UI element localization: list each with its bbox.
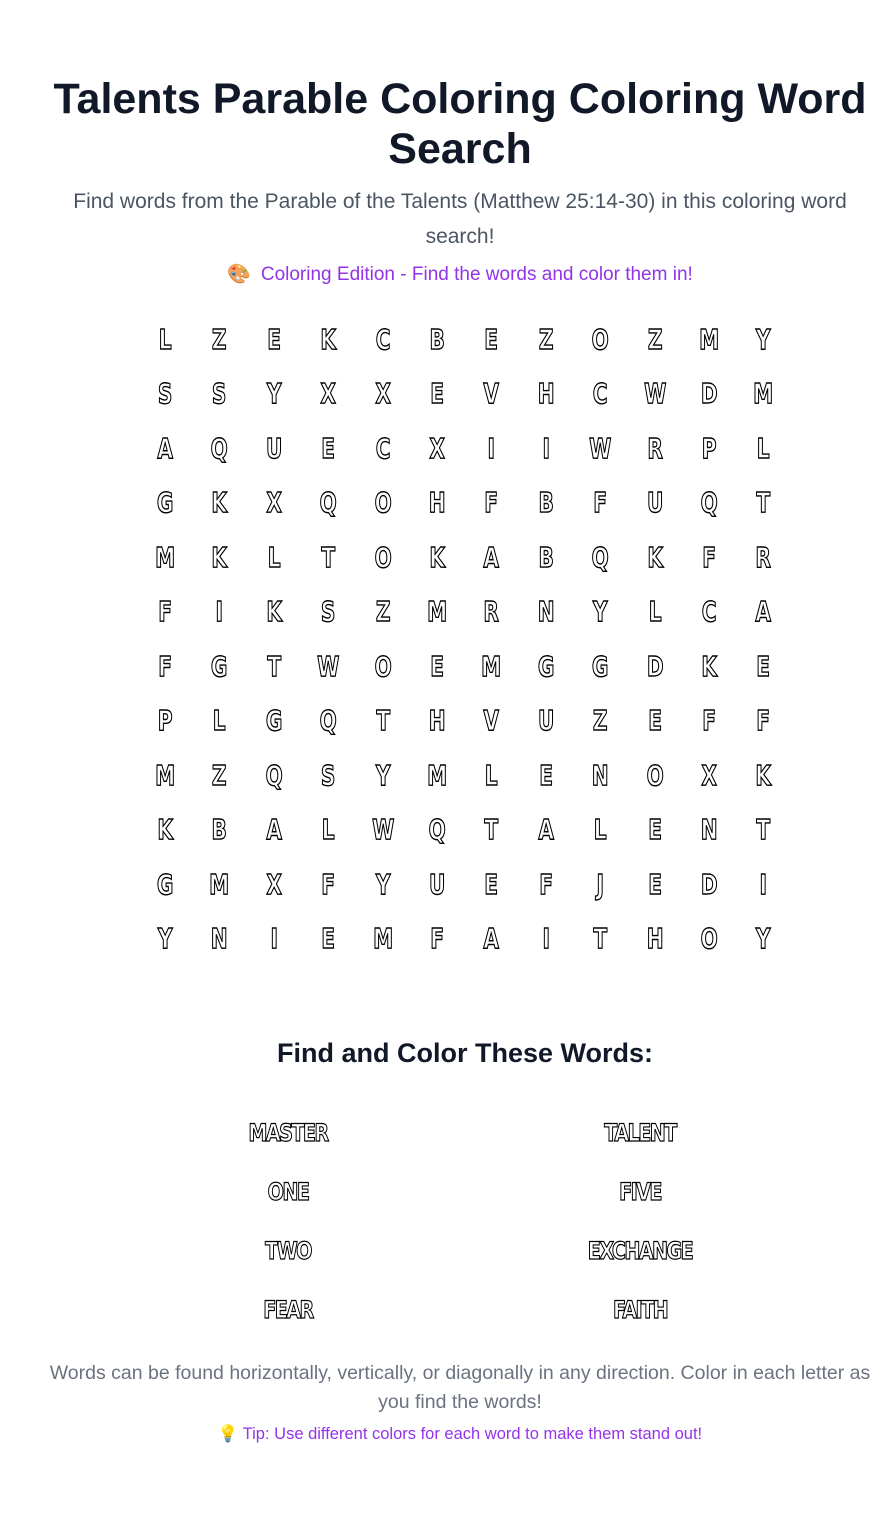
grid-cell[interactable]: F bbox=[756, 704, 771, 738]
palette-icon: 🎨 bbox=[227, 264, 251, 285]
grid-cell[interactable]: T bbox=[321, 540, 336, 574]
grid-cell[interactable]: I bbox=[487, 431, 496, 465]
grid-cell[interactable]: I bbox=[215, 595, 224, 629]
grid-cell[interactable]: K bbox=[429, 540, 445, 574]
grid-cell[interactable]: V bbox=[483, 704, 500, 738]
grid-cell[interactable]: Z bbox=[212, 322, 227, 356]
grid-cell[interactable]: W bbox=[589, 431, 612, 465]
grid-cell[interactable]: E bbox=[647, 704, 662, 738]
grid-cell[interactable]: K bbox=[755, 758, 772, 792]
word-search-grid bbox=[138, 312, 791, 966]
grid-cell[interactable]: M bbox=[155, 540, 176, 574]
word-list-item: TALENT bbox=[604, 1118, 676, 1147]
grid-cell[interactable]: M bbox=[209, 867, 230, 901]
grid-cell[interactable]: Z bbox=[375, 595, 391, 629]
grid-cell[interactable]: L bbox=[321, 813, 335, 847]
grid-cell[interactable]: F bbox=[158, 595, 173, 629]
grid-cell[interactable]: K bbox=[157, 813, 174, 847]
grid-cell[interactable]: B bbox=[211, 813, 228, 847]
grid-cell[interactable]: Q bbox=[319, 704, 337, 738]
tip bbox=[0, 1425, 880, 1444]
word-list-item: TWO bbox=[265, 1236, 311, 1265]
grid-cell[interactable]: M bbox=[427, 595, 448, 629]
grid-cell[interactable]: G bbox=[156, 486, 174, 520]
grid-cell[interactable]: T bbox=[375, 704, 390, 738]
word-list-item: EXCHANGE bbox=[587, 1236, 693, 1265]
word-list-item: FEAR bbox=[263, 1295, 313, 1324]
grid-cell[interactable]: X bbox=[320, 377, 337, 411]
edition-banner bbox=[0, 262, 880, 286]
grid-cell[interactable]: L bbox=[757, 431, 770, 465]
word-list-heading: Find and Color These Words: bbox=[276, 1038, 653, 1068]
word-list-item: ONE bbox=[267, 1177, 309, 1206]
grid-cell[interactable]: X bbox=[266, 486, 282, 520]
grid-cell[interactable]: Z bbox=[212, 758, 227, 792]
grid-cell[interactable]: Q bbox=[700, 486, 718, 520]
grid-cell[interactable]: M bbox=[155, 758, 176, 792]
grid-cell[interactable]: I bbox=[542, 922, 550, 956]
grid-cell[interactable]: D bbox=[700, 867, 718, 901]
grid-cell[interactable]: H bbox=[646, 922, 664, 956]
word-list bbox=[112, 1103, 880, 1339]
grid-cell[interactable]: G bbox=[156, 867, 174, 901]
grid-cell[interactable]: H bbox=[428, 486, 446, 520]
grid-cell[interactable]: Q bbox=[591, 540, 609, 574]
grid-cell[interactable]: D bbox=[646, 649, 664, 683]
grid-cell[interactable]: K bbox=[646, 540, 663, 574]
grid-cell[interactable]: A bbox=[483, 922, 500, 956]
grid-cell[interactable]: E bbox=[647, 867, 662, 901]
word-list-item: FIVE bbox=[619, 1177, 661, 1206]
grid-cell[interactable]: Q bbox=[265, 758, 283, 792]
grid-cell[interactable]: F bbox=[321, 867, 336, 901]
grid-cell[interactable]: Q bbox=[211, 431, 229, 465]
page-title: Talents Parable Coloring Coloring Word Search bbox=[53, 75, 867, 173]
grid-cell[interactable]: M bbox=[481, 649, 502, 683]
grid-cell[interactable]: E bbox=[321, 922, 336, 956]
grid-cell[interactable]: V bbox=[483, 377, 500, 411]
grid-cell[interactable]: S bbox=[157, 377, 173, 411]
grid-cell[interactable]: P bbox=[701, 431, 717, 465]
lightbulb-icon: 💡 bbox=[217, 1425, 239, 1443]
grid-cell[interactable]: N bbox=[537, 595, 555, 629]
grid-cell[interactable]: R bbox=[755, 540, 772, 574]
grid-cell[interactable]: S bbox=[321, 595, 336, 629]
grid-cell[interactable]: F bbox=[484, 486, 499, 520]
grid-cell[interactable]: O bbox=[591, 322, 609, 356]
grid-cell[interactable]: C bbox=[375, 431, 391, 465]
instructions: Words can be found horizontally, vertically, or diagonally in any direction. Color in each letter as you find the words! bbox=[49, 1362, 871, 1413]
grid-cell[interactable]: O bbox=[700, 922, 718, 956]
grid-cell[interactable]: Y bbox=[756, 322, 771, 356]
grid-cell[interactable]: L bbox=[593, 813, 607, 847]
grid-cell[interactable]: M bbox=[372, 922, 393, 956]
edition-text: Coloring Edition - Find the words and color them in! bbox=[260, 264, 693, 285]
grid-cell[interactable]: F bbox=[702, 704, 716, 738]
grid-cell[interactable]: H bbox=[537, 377, 555, 411]
grid-cell[interactable]: X bbox=[701, 758, 717, 792]
grid-cell[interactable]: X bbox=[266, 867, 282, 901]
grid-cell[interactable]: O bbox=[374, 486, 392, 520]
grid-cell[interactable]: G bbox=[265, 704, 283, 738]
grid-cell[interactable]: B bbox=[538, 486, 554, 520]
grid-cell[interactable]: W bbox=[643, 377, 666, 411]
grid-cell[interactable]: E bbox=[647, 813, 662, 847]
grid-cell[interactable]: B bbox=[538, 540, 554, 574]
grid-cell[interactable]: N bbox=[591, 758, 609, 792]
grid-cell[interactable]: U bbox=[428, 867, 446, 901]
grid-cell[interactable]: Y bbox=[593, 595, 608, 629]
grid-cell[interactable]: I bbox=[542, 431, 550, 465]
grid-cell[interactable]: G bbox=[592, 649, 609, 683]
grid-cell[interactable]: G bbox=[537, 649, 555, 683]
grid-cell[interactable]: C bbox=[375, 322, 391, 356]
grid-cell[interactable]: F bbox=[430, 922, 445, 956]
grid-cell[interactable]: E bbox=[430, 649, 445, 683]
grid-cell[interactable]: R bbox=[483, 595, 500, 629]
grid-cell[interactable]: P bbox=[157, 704, 173, 738]
tip-text: Tip: Use different colors for each word to make them stand out! bbox=[242, 1425, 703, 1443]
grid-cell[interactable]: K bbox=[266, 595, 282, 629]
grid-cell[interactable]: E bbox=[756, 649, 771, 683]
grid-cell[interactable]: Z bbox=[538, 322, 554, 356]
grid-cell[interactable]: I bbox=[270, 922, 278, 956]
grid-cell[interactable]: T bbox=[756, 486, 771, 520]
grid-cell[interactable]: F bbox=[539, 867, 553, 901]
grid-cell[interactable]: Y bbox=[756, 922, 771, 956]
grid-cell[interactable]: E bbox=[484, 322, 499, 356]
grid-cell[interactable]: Q bbox=[428, 813, 446, 847]
grid-cell[interactable]: N bbox=[211, 922, 229, 956]
grid-cell[interactable]: X bbox=[374, 377, 391, 411]
grid-cell[interactable]: A bbox=[483, 540, 500, 574]
grid-cell[interactable]: Y bbox=[375, 867, 391, 901]
grid-cell[interactable]: O bbox=[374, 649, 392, 683]
grid-cell[interactable]: E bbox=[267, 322, 281, 356]
grid-cell[interactable]: M bbox=[427, 758, 448, 792]
grid-cell[interactable]: I bbox=[759, 867, 768, 901]
grid-cell[interactable]: A bbox=[157, 431, 173, 465]
grid-cell[interactable]: Z bbox=[593, 704, 608, 738]
grid-cell[interactable]: A bbox=[755, 595, 772, 629]
grid-cell[interactable]: T bbox=[267, 649, 281, 683]
grid-cell[interactable]: Z bbox=[647, 322, 663, 356]
grid-cell[interactable]: O bbox=[646, 758, 664, 792]
grid-cell[interactable]: W bbox=[317, 649, 340, 683]
grid-cell[interactable]: F bbox=[158, 649, 173, 683]
grid-cell[interactable]: K bbox=[701, 649, 717, 683]
word-list-item: MASTER bbox=[248, 1118, 328, 1147]
grid-cell[interactable]: R bbox=[646, 431, 663, 465]
grid-cell[interactable]: X bbox=[429, 431, 445, 465]
grid-cell[interactable]: C bbox=[701, 595, 717, 629]
grid-cell[interactable]: M bbox=[753, 377, 774, 411]
grid-cell[interactable]: Y bbox=[157, 922, 173, 956]
grid-cell[interactable]: G bbox=[211, 649, 228, 683]
grid-cell[interactable]: L bbox=[485, 758, 498, 792]
grid-cell[interactable]: D bbox=[700, 377, 718, 411]
word-list-item: FAITH bbox=[612, 1295, 668, 1324]
grid-cell[interactable]: L bbox=[213, 704, 227, 738]
grid-cell[interactable]: T bbox=[756, 813, 771, 847]
grid-cell[interactable]: J bbox=[596, 867, 605, 901]
grid-cell[interactable]: U bbox=[265, 431, 283, 465]
grid-cell[interactable]: A bbox=[538, 813, 554, 847]
grid-cell[interactable]: U bbox=[537, 704, 555, 738]
grid-cell[interactable]: E bbox=[321, 431, 336, 465]
grid-cell[interactable]: E bbox=[430, 377, 445, 411]
grid-cell[interactable]: F bbox=[593, 486, 608, 520]
grid-cell[interactable]: S bbox=[212, 377, 227, 411]
grid-cell[interactable]: L bbox=[267, 540, 281, 574]
grid-cell[interactable]: C bbox=[592, 377, 608, 411]
grid-cell[interactable]: B bbox=[429, 322, 445, 356]
grid-cell[interactable]: L bbox=[648, 595, 662, 629]
grid-cell[interactable]: E bbox=[484, 867, 499, 901]
grid-cell[interactable]: L bbox=[158, 322, 172, 356]
grid-cell[interactable]: W bbox=[371, 813, 394, 847]
grid-cell[interactable]: O bbox=[374, 540, 392, 574]
grid-cell[interactable]: T bbox=[593, 922, 608, 956]
grid-cell[interactable]: F bbox=[702, 540, 716, 574]
grid-cell[interactable]: E bbox=[539, 758, 553, 792]
grid-cell[interactable]: U bbox=[646, 486, 663, 520]
page-subtitle: Find words from the Parable of the Talents (Matthew 25:14-30) in this coloring word search! bbox=[73, 190, 847, 248]
grid-cell[interactable]: K bbox=[211, 540, 228, 574]
grid-cell[interactable]: K bbox=[320, 322, 337, 356]
grid-cell[interactable]: K bbox=[211, 486, 228, 520]
grid-cell[interactable]: S bbox=[321, 758, 336, 792]
grid-cell[interactable]: A bbox=[266, 813, 282, 847]
grid-cell[interactable]: Q bbox=[319, 486, 337, 520]
grid-cell[interactable]: H bbox=[428, 704, 446, 738]
grid-cell[interactable]: Y bbox=[266, 377, 282, 411]
grid-cell[interactable]: Y bbox=[375, 758, 391, 792]
grid-cell[interactable]: N bbox=[700, 813, 718, 847]
grid-cell[interactable]: M bbox=[699, 322, 720, 356]
grid-cell[interactable]: T bbox=[484, 813, 499, 847]
